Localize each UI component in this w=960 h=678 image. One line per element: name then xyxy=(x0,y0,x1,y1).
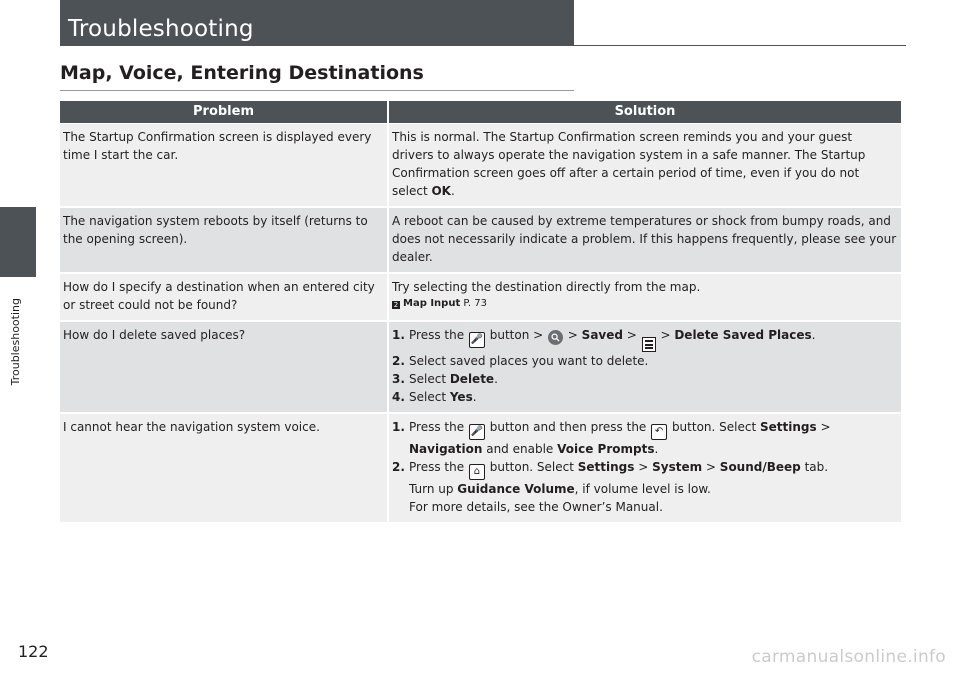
problem-cell: How do I delete saved places? xyxy=(60,322,389,414)
home-icon: ⌂ xyxy=(469,464,485,480)
table-row xyxy=(60,274,901,322)
reference-link[interactable]: Map Input xyxy=(403,298,461,309)
problem-cell: I cannot hear the navigation system voice. xyxy=(60,414,389,524)
reference-page: P. 73 xyxy=(460,298,487,309)
problem-cell: The navigation system reboots by itself (returns to the opening screen). xyxy=(60,208,389,274)
solution-cell: Try selecting the destination directly from the map. 2 Map Input P. 73 xyxy=(389,274,901,322)
step: 3. Select Delete. xyxy=(392,372,498,387)
side-tab xyxy=(0,207,36,277)
step: 1. Press the 🎤 button > > Saved > > Delete Saved Places. xyxy=(392,326,897,352)
back-icon: ↶ xyxy=(651,424,667,440)
step: 2. Press the ⌂ button. Select Settings > System > Sound/Beep tab. Turn up Guidance Volume, if volume level is low. For more details, see the Owner’s Manual. xyxy=(392,460,829,515)
menu-icon xyxy=(642,337,656,352)
section-rule xyxy=(60,90,574,91)
page-number: 122 xyxy=(18,642,49,661)
step: 4. Select Yes. xyxy=(392,390,477,405)
solution-cell xyxy=(389,322,901,414)
watermark: carmanualsonline.info xyxy=(751,647,946,667)
cross-reference[interactable] xyxy=(392,296,897,312)
troubleshooting-table xyxy=(60,101,901,524)
table-row xyxy=(60,208,901,274)
search-icon xyxy=(548,330,563,345)
problem-cell: The Startup Confirmation screen is displayed every time I start the car. xyxy=(60,124,389,208)
step: 2. Select saved places you want to delete. xyxy=(392,354,649,369)
table-row xyxy=(60,414,901,524)
page-title: Troubleshooting xyxy=(60,0,574,46)
solution-cell: A reboot can be caused by extreme temperatures or shock from bumpy roads, and does not necessarily indicate a problem. If this happens frequently, please see your dealer. xyxy=(389,208,901,274)
header-solution: Solution xyxy=(389,101,901,124)
side-tab-label: Troubleshooting xyxy=(8,298,22,386)
title-rule xyxy=(574,45,906,46)
step: 1. Press the 🎤 button and then press the ↶ button. Select Settings > Navigation and enable Voice Prompts. xyxy=(392,420,831,457)
header-problem: Problem xyxy=(60,101,389,124)
table-header-row xyxy=(60,101,901,124)
solution-cell: This is normal. The Startup Confirmation screen reminds you and your guest drivers to always operate the navigation system in a safe manner. The Startup Confirmation screen goes off after a certain period of time, even if you do not select OK. xyxy=(389,124,901,208)
reference-arrow-icon: 2 xyxy=(393,301,399,309)
table-row xyxy=(60,322,901,414)
microphone-icon: 🎤 xyxy=(469,424,485,440)
section-title: Map, Voice, Entering Destinations xyxy=(60,62,424,84)
microphone-icon: 🎤 xyxy=(469,332,485,348)
table-row xyxy=(60,124,901,208)
problem-cell: How do I specify a destination when an entered city or street could not be found? xyxy=(60,274,389,322)
solution-cell xyxy=(389,414,901,524)
